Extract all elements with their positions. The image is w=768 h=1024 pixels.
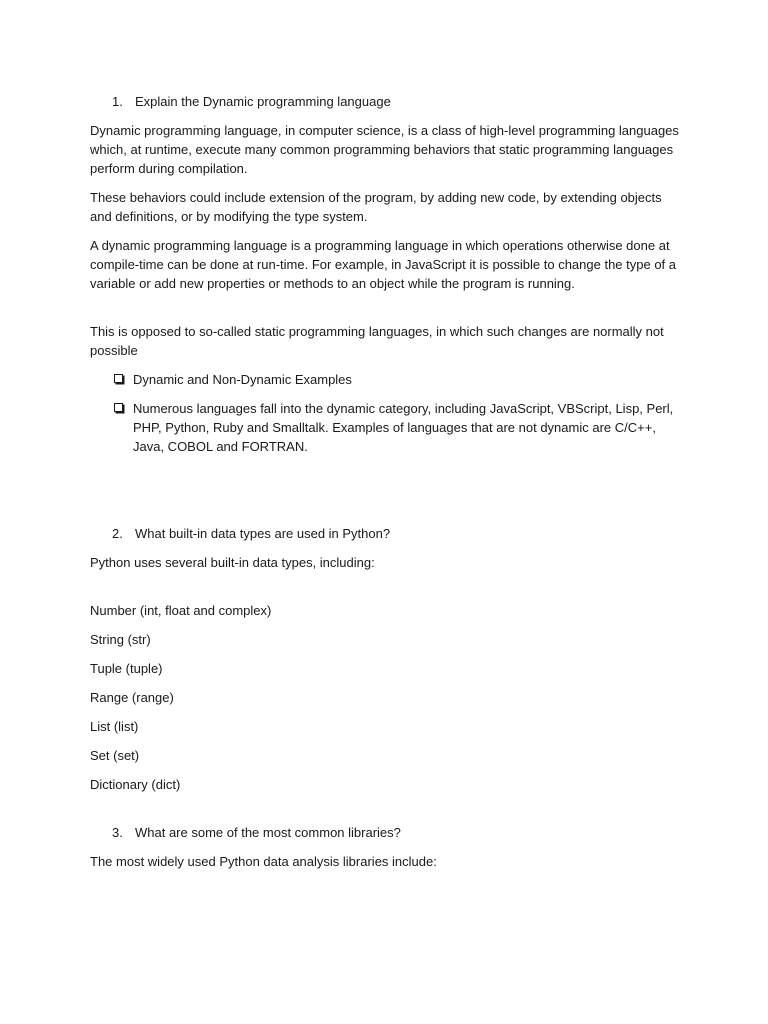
paragraph: These behaviors could include extension of the program, by adding new code, by extending objects and definitions, or by modifying the type system. <box>90 190 662 224</box>
paragraph: Python uses several built-in data types, including: <box>90 555 375 570</box>
paragraph: Dynamic programming language, in computer science, is a class of high-level programming languages which, at runtime, execute many common programming behaviors that static programming languages perform during compilation. <box>90 123 679 176</box>
spacer <box>90 804 680 823</box>
square-bullet-icon <box>114 403 123 412</box>
paragraph: The most widely used Python data analysis libraries include: <box>90 854 437 869</box>
section-3-number: 3. <box>112 825 123 840</box>
square-bullet-icon <box>114 374 123 383</box>
list-item: String (str) <box>90 632 151 647</box>
section-2-heading <box>90 524 680 543</box>
list-item: Set (set) <box>90 748 140 763</box>
document-page <box>90 92 680 881</box>
list-item: List (list) <box>90 719 139 734</box>
spacer <box>90 582 680 601</box>
section-1-title: Explain the Dynamic programming language <box>135 94 391 109</box>
data-types-list <box>90 601 680 794</box>
list-item <box>90 370 680 389</box>
paragraph: This is opposed to so-called static programming languages, in which such changes are normally not possible <box>90 324 664 358</box>
list-item-text: Numerous languages fall into the dynamic category, including JavaScript, VBScript, Lisp, Perl, PHP, Python, Ruby and Smalltalk. Examples of languages that are not dynamic are C/C++, Java, COBOL and FORTRAN. <box>133 401 674 454</box>
list-item: Range (range) <box>90 690 174 705</box>
list-item <box>90 399 680 456</box>
section-1-number: 1. <box>112 94 123 109</box>
checkbox-bullet-list <box>90 370 680 456</box>
list-item: Tuple (tuple) <box>90 661 163 676</box>
section-2-title: What built-in data types are used in Python? <box>135 526 391 541</box>
spacer <box>90 466 680 524</box>
list-item: Dictionary (dict) <box>90 777 181 792</box>
list-item: Number (int, float and complex) <box>90 603 272 618</box>
spacer <box>90 303 680 322</box>
section-2-number: 2. <box>112 526 123 541</box>
paragraph: A dynamic programming language is a programming language in which operations otherwise done at compile-time can be done at run-time. For example, in JavaScript it is possible to change the type of a variable or add new properties or methods to an object while the program is running. <box>90 238 677 291</box>
section-1-heading <box>90 92 680 111</box>
section-3-heading <box>90 823 680 842</box>
list-item-text: Dynamic and Non-Dynamic Examples <box>133 372 352 387</box>
section-3-title: What are some of the most common libraries? <box>135 825 401 840</box>
